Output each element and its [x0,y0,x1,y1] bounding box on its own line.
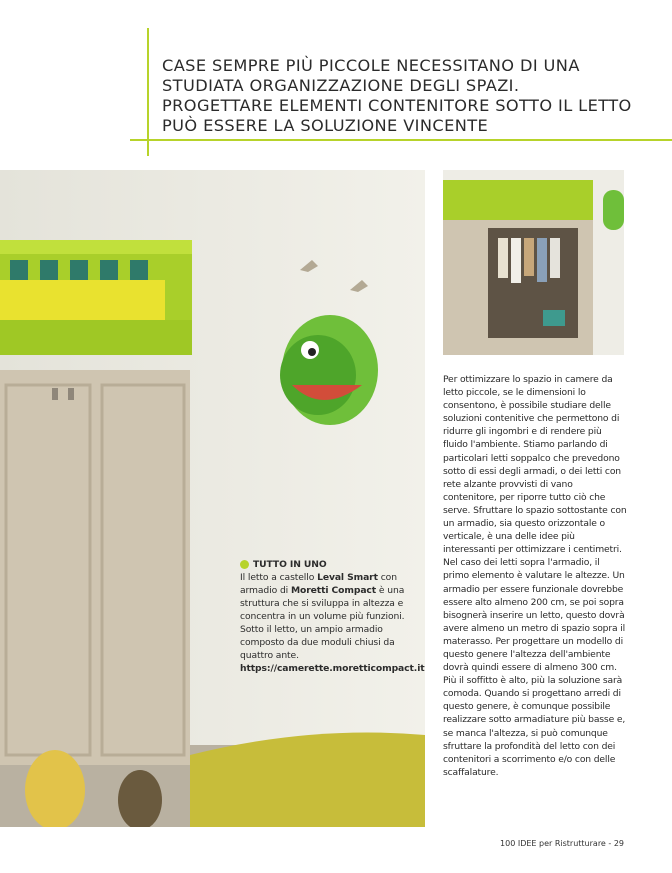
caption-text-1: Il letto a castello [240,572,318,583]
wardrobe-open-photo [443,170,624,355]
caption-text [240,571,415,662]
caption-text-3: è una struttura che si sviluppa in altezza e concentra in un volume più funzioni. Sotto il letto, un ampio armadio composto da due moduli chiusi da quattro ante. [240,585,405,661]
caption-url[interactable]: https://camerette.moretticompact.it [240,663,425,674]
bunk-bed-wardrobe-illustration [0,170,425,827]
photo-caption [240,558,425,675]
headline: CASE SEMPRE PIÙ PICCOLE NECESSITANO DI UNA STUDIATA ORGANIZZAZIONE DEGLI SPAZI. PROGETTARE ELEMENTI CONTENITORE SOTTO IL LETTO PUÒ ESSERE LA SOLUZIONE VINCENTE [162,56,632,135]
caption-title: TUTTO IN UNO [253,559,327,570]
bullet-dot-icon [240,560,249,569]
header-horizontal-rule [130,139,672,141]
caption-product-2: Moretti Compact [290,585,377,596]
caption-title-row [240,558,415,571]
caption-text-2: con armadio di [240,572,397,596]
main-photo [0,170,425,827]
article-body: Per ottimizzare lo spazio in camere da letto piccole, se le dimensioni lo consentono, è possibile studiare delle soluzioni contenitive che permettono di ridurre gli ingombri e di rendere più fluido l'ambiente. Stiamo parlando di particolari letti soppalco che prevedono sotto di essi degli armadi, o dei letti con rete alzante provvisti di vano contenitore, per riporre tutto ciò che serve. Sfruttare lo spazio sottostante con un armadio, sia questo orizzontale o verticale, è una delle idee più interessanti per ottimizzare i centimetri. Nel caso dei letti sopra l'armadio, il primo elemento è valutare le altezze. Un armadio per essere funzionale dovrebbe essere alto almeno 200 cm, se poi sopra bisognerà inserire un letto, questo dovrà avere almeno un metro di spazio sopra il materasso. Per progettare un modello di questo genere l'altezza dell'ambiente dovrà quindi essere di almeno 300 cm. Più il soffitto è alto, più la soluzione sarà comoda. Quando si progettano arredi di questo genere, è comunque possibile realizzare sotto armadiature più basse e, se manca l'altezza, si può comunque sfruttare la profondità del letto con dei contenitori a scorrimento e/o con delle scaffalature. [443,374,627,778]
page-footer: 100 IDEE per Ristrutturare - 29 [500,839,624,848]
caption-product-1: Leval Smart [317,572,378,583]
header-vertical-rule [147,28,149,156]
open-wardrobe-illustration [443,170,624,355]
